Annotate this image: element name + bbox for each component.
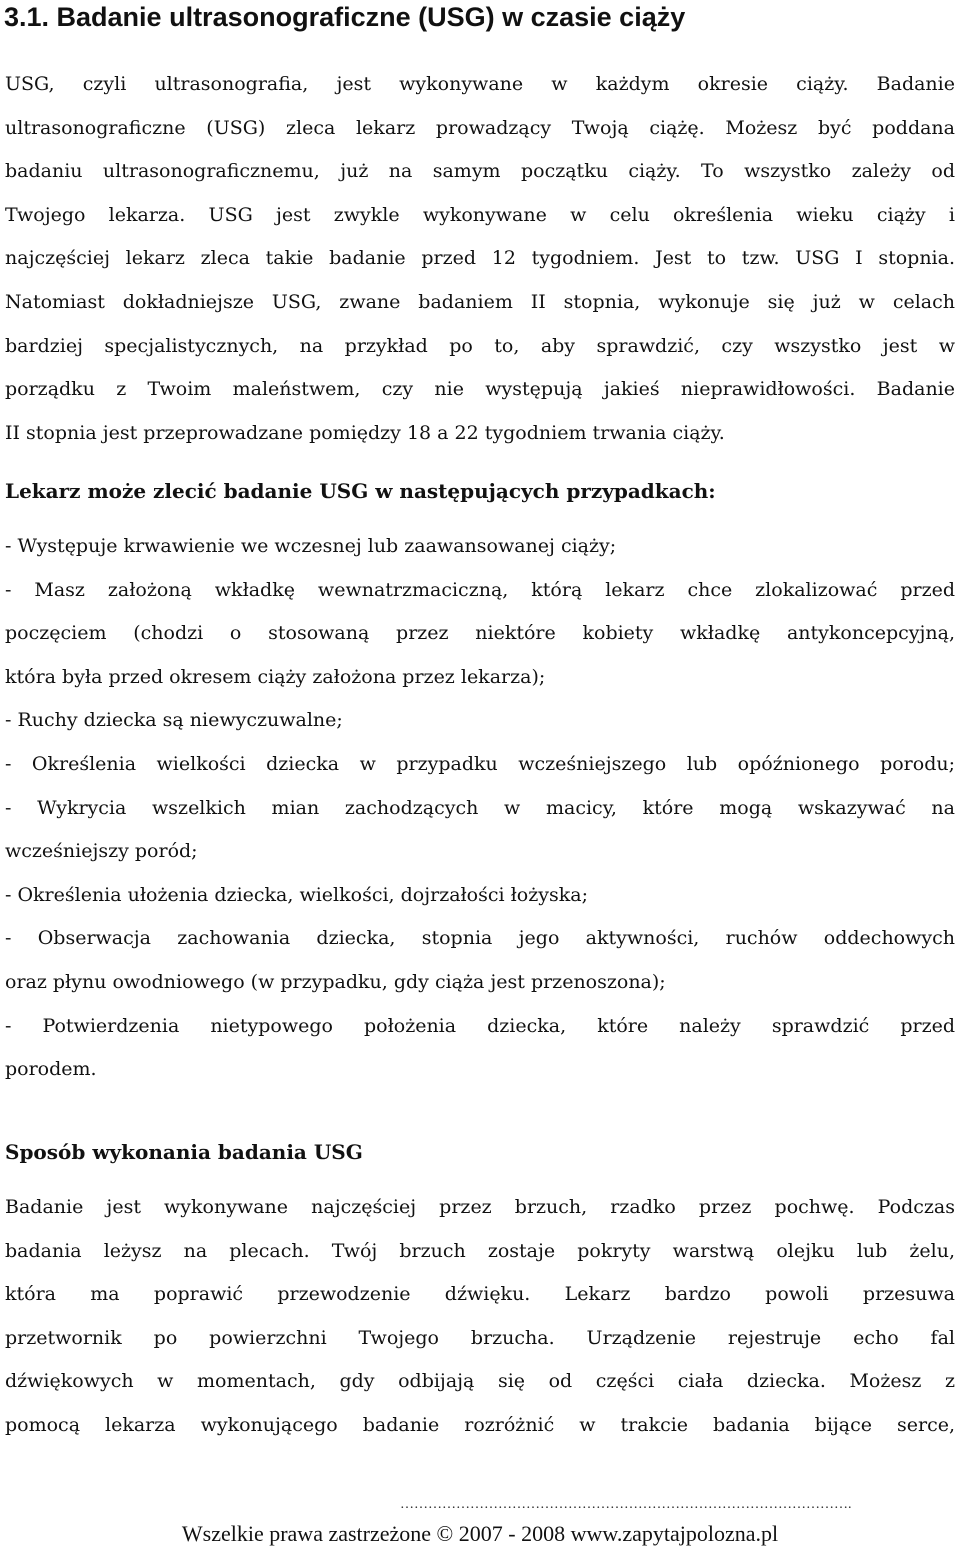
- list-item: - Występuje krwawienie we wczesnej lub zaawansowanej ciąży;: [5, 535, 617, 557]
- method-heading: Sposób wykonania badania USG: [5, 1140, 363, 1164]
- list-item: porodem.: [5, 1058, 97, 1081]
- method-line: która ma poprawić przewodzenie dźwięku. Lekarz bardzo powoli przesuwa: [5, 1283, 955, 1306]
- intro-line: USG, czyli ultrasonografia, jest wykonywane w każdym okresie ciąży. Badanie: [5, 73, 955, 95]
- list-item: - Określenia ułożenia dziecka, wielkości, dojrzałości łożyska;: [5, 883, 588, 906]
- intro-line: Twojego lekarza. USG jest zwykle wykonywane w celu określenia wieku ciąży i: [5, 203, 955, 226]
- list-item: oraz płynu owodniowego (w przypadku, gdy ciąża jest przenoszona);: [5, 970, 666, 993]
- list-item: - Ruchy dziecka są niewyczuwalne;: [5, 709, 343, 732]
- intro-paragraph: [5, 63, 955, 455]
- intro-line: najczęściej lekarz zleca takie badanie przed 12 tygodniem. Jest to tzw. USG I stopnia.: [5, 247, 955, 270]
- list-item: poczęciem (chodzi o stosowaną przez niektóre kobiety wkładkę antykoncepcyjną,: [5, 622, 955, 645]
- intro-line: II stopnia jest przeprowadzane pomiędzy 18 a 22 tygodniem trwania ciąży.: [5, 421, 725, 444]
- list-item: - Masz założoną wkładkę wewnatrzmaciczną, którą lekarz chce zlokalizować przed: [5, 578, 955, 601]
- list-item: - Określenia wielkości dziecka w przypadku wcześniejszego lub opóźnionego porodu;: [5, 752, 955, 775]
- list-item: - Obserwacja zachowania dziecka, stopnia jego aktywności, ruchów oddechowych: [5, 927, 955, 950]
- list-item: - Potwierdzenia nietypowego położenia dziecka, które należy sprawdzić przed: [5, 1014, 955, 1037]
- intro-line: badaniu ultrasonograficznemu, już na samym początku ciąży. To wszystko zależy od: [5, 160, 955, 183]
- method-paragraph: [5, 1186, 955, 1448]
- method-line: Badanie jest wykonywane najczęściej przez brzuch, rzadko przez pochwę. Podczas: [5, 1196, 955, 1218]
- method-line: badania leżysz na plecach. Twój brzuch zostaje pokryty warstwą olejku lub żelu,: [5, 1239, 955, 1262]
- method-line: pomocą lekarza wykonującego badanie rozróżnić w trakcie badania bijące serce,: [5, 1413, 955, 1436]
- intro-line: ultrasonograficzne (USG) zleca lekarz prowadzący Twoją ciążę. Możesz być poddana: [5, 116, 955, 139]
- copyright-footer: Wszelkie prawa zastrzeżone © 2007 - 2008 www.zapytajpolozna.pl: [181, 1521, 779, 1546]
- indications-heading: Lekarz może zlecić badanie USG w następujących przypadkach:: [5, 479, 716, 503]
- method-line: dźwiękowych w momentach, gdy odbijają się od części ciała dziecka. Możesz z: [5, 1370, 955, 1393]
- footer-separator: …………………………………………………………………………………….: [400, 1497, 852, 1512]
- intro-line: porządku z Twoim maleństwem, czy nie występują jakieś nieprawidłowości. Badanie: [5, 378, 955, 401]
- section-title: 3.1. Badanie ultrasonograficzne (USG) w czasie ciąży: [4, 2, 686, 32]
- intro-line: Natomiast dokładniejsze USG, zwane badaniem II stopnia, wykonuje się już w celach: [5, 290, 955, 313]
- indications-list: [5, 525, 955, 1092]
- method-line: przetwornik po powierzchni Twojego brzucha. Urządzenie rejestruje echo fal: [5, 1326, 955, 1349]
- list-item: która była przed okresem ciąży założona przez lekarza);: [5, 665, 546, 688]
- intro-line: bardziej specjalistycznych, na przykład po to, aby sprawdzić, czy wszystko jest w: [5, 334, 955, 357]
- list-item: - Wykrycia wszelkich mian zachodzących w macicy, które mogą wskazywać na: [5, 796, 955, 819]
- list-item: wcześniejszy poród;: [5, 840, 198, 863]
